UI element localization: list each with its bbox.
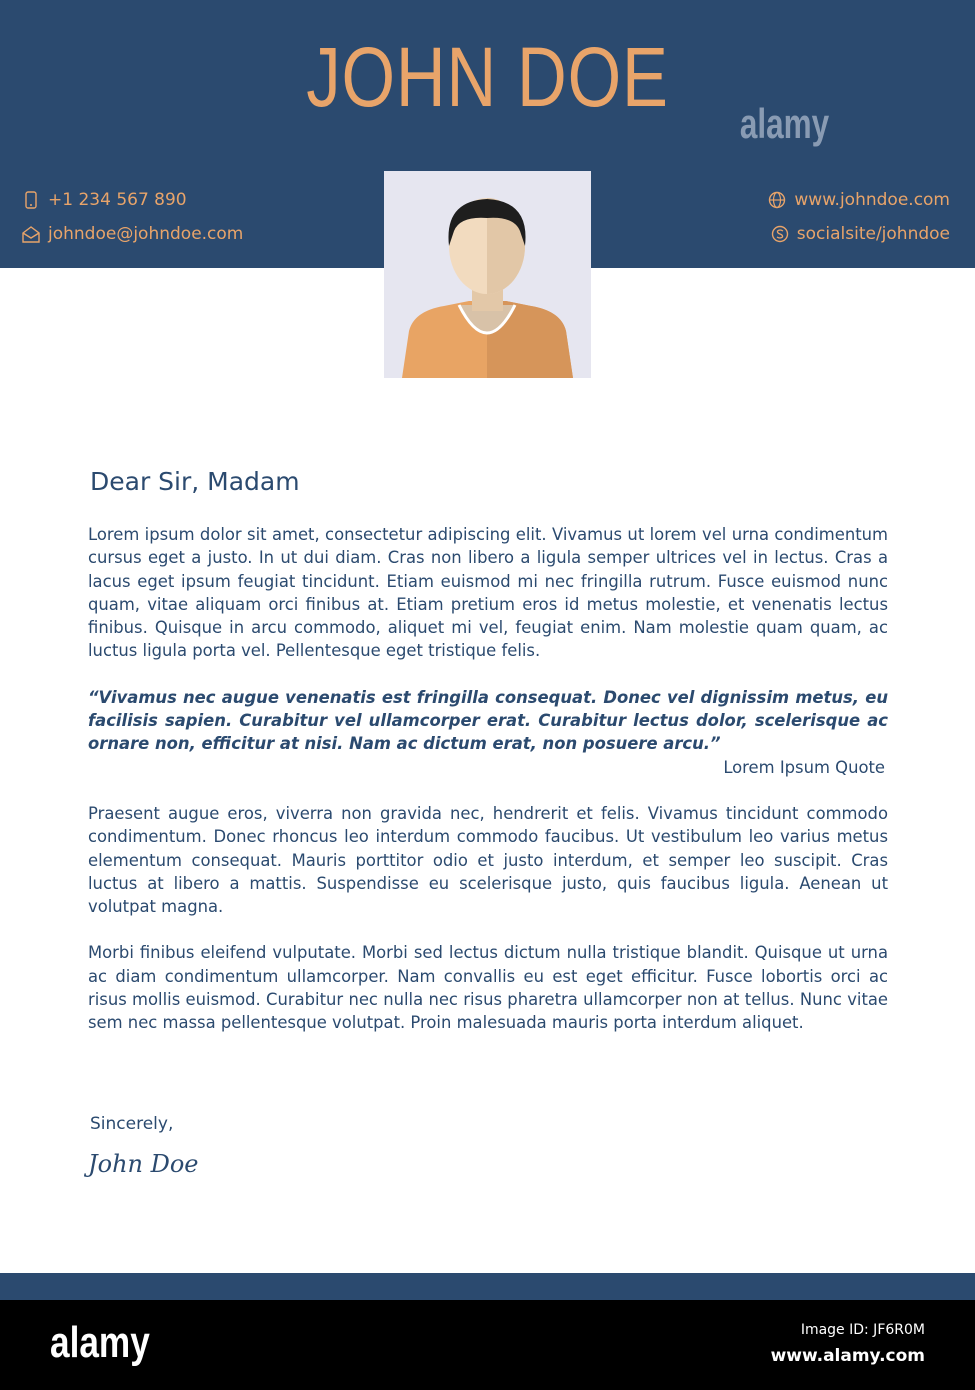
envelope-icon xyxy=(22,225,40,243)
email-contact xyxy=(22,224,243,244)
email-address[interactable]: johndoe@johndoe.com xyxy=(48,224,244,244)
phone-number: +1 234 567 890 xyxy=(48,190,187,210)
website-contact xyxy=(768,190,950,210)
paragraph: Lorem ipsum dolor sit amet, consectetur adipiscing elit. Vivamus ut lorem vel urna condimentum cursus eget a justo. In ut dui diam. Cras non libero a ligula semper ultrices vel in lectus. Cras a lacus eget ipsum feugiat tincidunt. Etiam euismod mi nec fringilla rutrum. Fusce euismod nunc quam, vitae aliquam orci finibus at. Etiam pretium eros id metus molestie, et venenatis lectus finibus. Quisque in arcu commodo, aliquet mi vel, feugiat enim. Nam molestie quam quam, ac luctus ligula porta vel. Pellentesque eget tristique felis. xyxy=(88,525,888,661)
signature: John Doe xyxy=(88,1150,199,1178)
avatar-icon xyxy=(384,171,591,378)
letter-body xyxy=(88,523,888,1058)
social-contact xyxy=(771,224,950,244)
quote: “Vivamus nec augue venenatis est fringilla consequat. Donec vel dignissim metus, eu facilisis sapien. Curabitur vel ullamcorper erat. Curabitur lectus dolor, scelerisque ac ornare non, efficitur at nisi. Nam ac dictum erat, non posuere arcu.” xyxy=(88,687,888,754)
closing: Sincerely, xyxy=(90,1114,174,1134)
watermark-image-id: Image ID: JF6R0M xyxy=(800,1322,925,1338)
paragraph: Morbi finibus eleifend vulputate. Morbi sed lectus dictum nulla tristique blandit. Quisque ut urna ac diam condimentum ullamcorper. Nam convallis eu est eget efficitur. Fusce lobortis orci ac risus mollis euismod. Curabitur nec nulla nec risus pharetra ullamcorper non at tellus. Nunc vitae sem nec massa pellentesque volutpat. Proin malesuada mauris porta interdum aliquet. xyxy=(88,943,888,1033)
greeting: Dear Sir, Madam xyxy=(90,467,300,496)
social-icon xyxy=(771,225,789,243)
social-link[interactable]: socialsite/johndoe xyxy=(796,224,950,244)
watermark-logo: alamy xyxy=(50,1318,150,1367)
applicant-name: JOHN DOE xyxy=(306,30,669,124)
globe-icon xyxy=(768,191,786,209)
footer-band xyxy=(0,1273,975,1300)
phone-contact xyxy=(22,190,187,210)
watermark-text: alamy xyxy=(739,100,830,147)
profile-photo xyxy=(384,171,591,378)
website-link[interactable]: www.johndoe.com xyxy=(794,190,950,210)
phone-icon xyxy=(22,191,40,209)
watermark-url: www.alamy.com xyxy=(770,1346,925,1366)
quote-source: Lorem Ipsum Quote xyxy=(723,757,885,777)
paragraph: Praesent augue eros, viverra non gravida nec, hendrerit et felis. Vivamus tincidunt commodo condimentum. Donec rhoncus leo interdum commodo faucibus. Ut vestibulum leo varius metus elementum consequat. Mauris porttitor odio et justo interdum, et semper leo suscipit. Cras luctus at libero a mattis. Suspendisse eu scelerisque justo, quis faucibus ligula. Aenean ut volutpat magna. xyxy=(88,803,888,917)
